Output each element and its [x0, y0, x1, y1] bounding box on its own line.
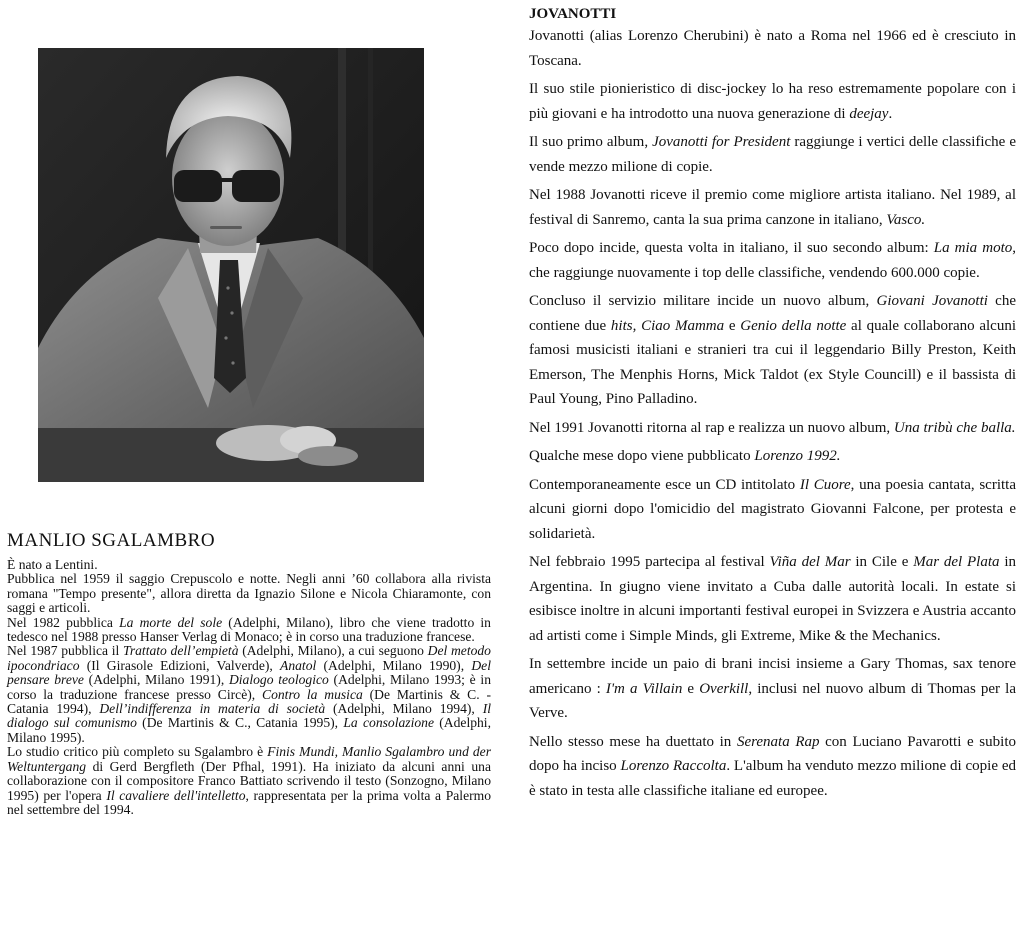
text-segment: che contiene due	[529, 293, 1016, 334]
text-segment: raggiunge i vertici delle classifiche e vende mezzo milione di copie.	[529, 134, 1016, 175]
italic-text: hits, Ciao Mamma	[610, 317, 725, 334]
italic-text: La mia moto	[933, 240, 1013, 256]
text-segment: In settembre incide un paio di brani incisi insieme a Gary Thomas, sax tenore americano :	[529, 656, 1016, 697]
italic-text: Giovani Jovanotti	[876, 293, 988, 309]
paragraph	[529, 130, 1016, 179]
italic-text: Il cavaliere dell'intelletto	[106, 787, 246, 803]
text-segment: con Luciano Pavarotti e subito dopo ha inciso	[529, 733, 1016, 774]
text-segment: Nel 1991 Jovanotti ritorna al rap e realizza un nuovo album,	[529, 419, 894, 436]
text-segment: Jovanotti (alias Lorenzo Cherubini) è nato a Roma nel 1966 ed è cresciuto in Toscana.	[529, 28, 1016, 69]
italic-text: Jovanotti for President	[652, 134, 791, 150]
italic-text: Anatol	[280, 657, 317, 673]
text-segment: .	[888, 105, 893, 122]
text-segment: (De Martinis & C., Catania 1995),	[136, 715, 344, 731]
text-segment: Concluso il servizio militare incide un nuovo album,	[529, 293, 877, 309]
person-name: MANLIO SGALAMBRO	[7, 530, 216, 551]
paragraph	[529, 289, 1016, 412]
italic-text: Il Cuore	[799, 476, 851, 493]
italic-text: Dialogo teologico	[228, 672, 329, 688]
text-segment: (Adelphi, Milano 1993; è in corso la traduzione francese presso Circè),	[7, 672, 491, 702]
text-segment: di Gerd Bergfleth (Der Pfhal, 1991). Ha iniziato da alcuni anni una collaborazione con il compositore Franco Battiato scrivendo il testo (Sonzogno, Milano 1995) per l'opera	[7, 758, 491, 803]
italic-text: Del pensare breve	[7, 657, 491, 688]
text-segment: , che raggiunge nuovamente i top delle classifiche, vendendo 600.000 copie.	[529, 240, 1016, 281]
italic-text: Vasco.	[886, 211, 926, 228]
italic-text: La consolazione	[343, 715, 434, 731]
text-segment: Nel 1988 Jovanotti riceve il premio come migliore artista italiano. Nel 1989, al festival di Sanremo, canta la sua prima canzone in italiano,	[529, 187, 1016, 228]
text-segment: , rappresentata per la prima volta a Palermo nel settembre del 1994.	[7, 787, 491, 817]
text-segment: , inclusi nel nuovo album di Thomas per la Verve.	[529, 680, 1016, 721]
italic-text: Il dialogo sul comunismo	[7, 701, 491, 731]
text-segment: (Adelphi, Milano 1991),	[83, 672, 229, 688]
text-segment: Poco dopo incide, questa volta in italiano, il suo secondo album:	[529, 240, 934, 256]
italic-text: Viña del Mar	[769, 554, 851, 570]
paragraph	[7, 745, 491, 817]
text-segment: in Cile e	[850, 554, 914, 570]
paragraph	[7, 558, 491, 572]
text-segment: Nel febbraio 1995 partecipa al festival	[529, 554, 770, 570]
italic-text: Lorenzo Raccolta	[620, 758, 727, 774]
text-segment: . L'album ha venduto mezzo milione di copie ed è stato in testa alle classifiche italiane ed europee.	[529, 758, 1016, 799]
text-segment: e	[724, 317, 741, 334]
text-segment: e	[682, 680, 700, 697]
paragraph	[7, 644, 491, 745]
paragraph	[529, 183, 1016, 232]
paragraph	[529, 444, 1016, 469]
italic-text: Lorenzo 1992.	[754, 448, 841, 464]
text-segment: Nello stesso mese ha duettato in	[529, 733, 737, 750]
text-segment: (Adelphi, Milano), a cui seguono	[238, 643, 428, 659]
text-segment: Pubblica nel 1959 il saggio Crepuscolo e notte. Negli anni ’60 collabora alla rivista romana "Tempo presente", allora diretta da Ignazio Silone e Nicola Chiaramonte, con saggi e articoli.	[7, 571, 491, 616]
italic-text: Genio della notte	[740, 317, 847, 334]
text-segment: Il suo stile pionieristico di disc-jockey lo ha reso estremamente popolare con i più giovani e ha introdotto una nuova generazione di	[529, 81, 1016, 122]
italic-text: Contro la musica	[262, 686, 363, 702]
right-column	[529, 4, 1016, 807]
paragraph	[7, 616, 491, 645]
paragraph	[7, 572, 491, 615]
portrait-photo	[38, 48, 424, 482]
text-segment: , una poesia cantata, scritta alcuni giorni dopo l'omicidio del magistrato Giovanni Falcone, per protesta e solidarietà.	[529, 476, 1016, 542]
paragraph	[529, 652, 1016, 726]
article-title: JOVANOTTI	[529, 6, 617, 22]
text-segment: (De Martinis & C. - Catania 1994),	[7, 686, 491, 717]
text-segment: (Adelphi, Milano 1995).	[7, 715, 491, 745]
paragraph	[529, 416, 1016, 441]
text-segment: (Il Girasole Edizioni, Valverde),	[79, 657, 281, 673]
italic-text: Mar del Plata	[913, 554, 1000, 570]
italic-text: Dell’indifferenza in materia di società	[99, 701, 326, 717]
text-segment: in Argentina. In giugno viene invitato a Cuba dalle autorità locali. In estate si esibisce inoltre in alcuni importanti festival europei in Svizzera e Austria accanto ad artisti come i Simple Minds, gli Extreme, Mike & the Mechanics.	[529, 554, 1017, 644]
portrait-drawing	[38, 48, 424, 482]
paragraph	[529, 24, 1016, 73]
right-biography	[529, 24, 1016, 803]
text-segment: Nel 1982 pubblica	[7, 614, 120, 630]
italic-text: Serenata Rap	[736, 733, 820, 750]
italic-text: deejay	[849, 105, 889, 122]
text-segment: Contemporaneamente esce un CD intitolato	[529, 476, 800, 493]
text-segment: Il suo primo album,	[529, 134, 653, 150]
left-biography	[7, 558, 491, 817]
paragraph	[529, 77, 1016, 126]
text-segment: È nato a Lentini.	[7, 557, 98, 572]
italic-text: Overkill	[699, 680, 749, 697]
italic-text: La morte del sole	[119, 614, 223, 630]
paragraph	[529, 473, 1016, 547]
text-segment: (Adelphi, Milano), libro che viene tradotto in tedesco nel 1988 presso Hanser Verlag di Monaco; è in corso una traduzione francese.	[7, 614, 491, 645]
text-segment: Lo studio critico più completo su Sgalambro è	[7, 744, 268, 760]
text-segment: (Adelphi, Milano 1994),	[325, 701, 483, 717]
paragraph	[529, 236, 1016, 285]
text-segment: al quale collaborano alcuni famosi musicisti italiani e stranieri tra cui il leggendario Billy Preston, Keith Emerson, The Menphis Horns, Mick Taldot (ex Style Councill) e il bassista di Paul Young, Pino Palladino.	[529, 317, 1016, 407]
paragraph	[529, 550, 1016, 648]
italic-text: Trattato dell’empietà	[123, 643, 239, 659]
italic-text: Del metodo ipocondriaco	[7, 643, 491, 673]
text-segment: Nel 1987 pubblica il	[7, 643, 124, 659]
paragraph	[529, 730, 1016, 804]
text-segment: Qualche mese dopo viene pubblicato	[529, 448, 755, 464]
text-segment: (Adelphi, Milano 1990),	[316, 657, 472, 673]
left-column	[7, 530, 491, 817]
italic-text: Una tribù che balla.	[893, 419, 1016, 436]
italic-text: I'm a Villain	[605, 680, 683, 697]
italic-text: Finis Mundi, Manlio Sgalambro und der Weltuntergang	[7, 744, 492, 774]
